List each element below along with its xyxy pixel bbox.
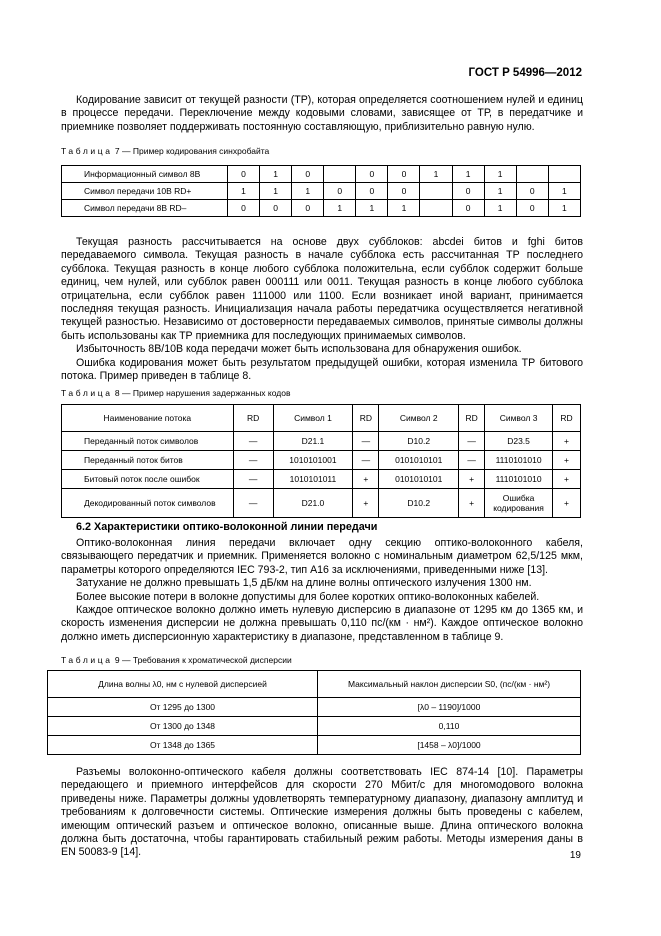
table-cell: 1 [324,200,356,217]
table-row [48,717,581,736]
caption-word: Таблица [61,146,113,156]
table-cell: 0 [388,166,420,183]
paragraph: Текущая разность рассчитывается на основе двух субблоков: abcdei битов и fghi битов передаваемого символа. Текущая разность в начале субблока есть рассчитанная ТР последнего субблока. Текущая разность в конце любого субблока положительна, если субблок содержит больше единиц, чем нулей, или субблок равен 000111 или 0011. Текущая разность в конце любого субблока отрицательна, если субблок равен 111000 или 1100. Если возникает иной вариант, принимается последняя текущая разность. Инициализация начала работы передатчика осуществляется негативной текущей разностью. Независимо от достоверности передаваемых символов, принятые символы должны быть использованы как ТР приемника для последующих принимаемых символов. [61,236,583,342]
column-header: Длина волны λ0, нм с нулевой дисперсией [48,671,318,698]
table-cell: 0 [292,200,324,217]
table-cell: D10.2 [379,489,459,518]
table9 [47,670,581,755]
section-heading: 6.2 Характеристики оптико-волоконной линии передачи [76,521,378,533]
column-header: Символ 2 [379,405,459,432]
table-cell: — [233,451,273,470]
paragraph: Каждое оптическое волокно должно иметь нулевую дисперсию в диапазоне от 1295 км до 1365 км, и скорость изменения дисперсии не должна превышать 0,110 пс/(км · нм²). Каждое оптическое волокно должно иметь дисперсионную характеристику в диапазоне, представленном в таблице 9. [61,604,583,643]
table-cell: [1458 – λ0]/1000 [318,736,581,755]
table-cell: 0 [292,166,324,183]
table-cell: 1 [548,200,580,217]
table7 [61,165,581,217]
table-cell: — [233,432,273,451]
column-header: Наименование потока [62,405,234,432]
table-cell: + [553,451,581,470]
main-text [61,236,583,383]
paragraph: Более высокие потери в волокне допустимы для более коротких оптико-волоконных кабелей. [76,590,540,603]
table-cell: 1 [260,183,292,200]
table-header-row [48,671,581,698]
table-cell: 0 [228,166,260,183]
table-cell: От 1300 до 1348 [48,717,318,736]
caption-title: 7 — Пример кодирования синхробайта [114,146,270,156]
table-cell: 0 [356,166,388,183]
row-label: Переданный поток битов [62,451,234,470]
page-number: 19 [569,850,581,861]
table-row [62,489,581,518]
table-cell: D23.5 [485,432,553,451]
row-label: Битовый поток после ошибок [62,470,234,489]
table-row [48,736,581,755]
row-label: Символ передачи 10В RD+ [62,183,228,200]
table-cell [420,183,452,200]
table-cell: D21.0 [273,489,353,518]
table-cell: От 1348 до 1365 [48,736,318,755]
table9-caption [61,655,292,665]
table-row [62,166,581,183]
table-cell: 0 [228,200,260,217]
table-cell: — [233,489,273,518]
table-row [62,432,581,451]
column-header: RD [459,405,485,432]
table-cell: + [553,432,581,451]
table-row [48,698,581,717]
closing-text [61,766,583,860]
table-cell: 1 [356,200,388,217]
table-cell: + [459,489,485,518]
table-cell: — [353,432,379,451]
column-header: Символ 3 [485,405,553,432]
table-cell: 1 [548,183,580,200]
table-cell: 1110101010 [485,470,553,489]
caption-word: Таблица [61,655,113,665]
table-row [62,470,581,489]
table-cell: + [553,470,581,489]
table-cell: 1 [452,166,484,183]
table-cell [548,166,580,183]
table-cell: D10.2 [379,432,459,451]
row-label: Информационный символ 8В [62,166,228,183]
table-cell: 0 [356,183,388,200]
paragraph: Затухание не должно превышать 1,5 дБ/км на длине волны оптического излучения 1300 нм. [76,577,532,590]
table-cell: 0 [388,183,420,200]
table-cell: 0101010101 [379,470,459,489]
intro-text [61,94,583,134]
table-cell: — [459,432,485,451]
table-cell: 0 [260,200,292,217]
table-cell: 1 [388,200,420,217]
paragraph: Ошибка кодирования может быть результатом предыдущей ошибки, которая изменила ТР битового потока. Пример приведен в таблице 8. [61,356,583,383]
table-cell: — [459,451,485,470]
table-row [62,451,581,470]
table-cell: D21.1 [273,432,353,451]
column-header: RD [353,405,379,432]
table-cell: [λ0 – 1190]/1000 [318,698,581,717]
table-cell: 1 [484,166,516,183]
table-cell: 0 [452,183,484,200]
table-cell: 1 [292,183,324,200]
paragraph: Оптико-волоконная линия передачи включает одну секцию оптико-волоконного кабеля, связывающего передатчик и приемник. Применяется волокно с номинальным диаметром 62,5/125 мкм, параметры которого определяются IEC 793-2, тип А16 за исключениями, приведенными ниже [13]. [61,537,583,576]
standard-code: ГОСТ Р 54996—2012 [468,67,582,79]
table8 [61,404,581,518]
table-cell: 0 [324,183,356,200]
table-cell: 1 [484,183,516,200]
table-cell: От 1295 до 1300 [48,698,318,717]
row-label: Декодированный поток символов [62,489,234,518]
table-cell: 0 [452,200,484,217]
table-cell: 1010101001 [273,451,353,470]
table-cell: 1 [484,200,516,217]
column-header: Максимальный наклон дисперсии S0, (пс/(км · нм²) [318,671,581,698]
table-cell: 1 [228,183,260,200]
table-header-row [62,405,581,432]
table-cell: 1010101011 [273,470,353,489]
caption-word: Таблица [61,388,113,398]
table-cell: + [353,489,379,518]
table-cell: 1110101010 [485,451,553,470]
section-text [61,537,583,644]
table-row [62,200,581,217]
column-header: Символ 1 [273,405,353,432]
table7-caption [61,146,269,156]
table8-caption [61,388,290,398]
row-label: Переданный поток символов [62,432,234,451]
table-cell: Ошибка кодирования [485,489,553,518]
paragraph: Разъемы волоконно-оптического кабеля должны соответствовать IEC 874-14 [10]. Параметры передающего и приемного интерфейсов для скорости 270 Мбит/с для многомодового волокна приведены ниже. Параметры должны удовлетворять температурному диапазону, диапазону амплитуд и требованиям к долговечности системы. Оптические измерения должны быть проведены с кабелем, имеющим оптический разъем и оптическое волокно, описанные выше. Длина оптического волокна должна быть достаточна, чтобы гарантировать стабильный режим работы. Методы измерения даны в EN 50083-9 [14]. [61,766,583,859]
table-cell: — [233,470,273,489]
table-cell [516,166,548,183]
caption-title: 9 — Требования к хроматической дисперсии [114,655,292,665]
table-cell: 1 [420,166,452,183]
table-cell: 1 [260,166,292,183]
table-cell [420,200,452,217]
paragraph: Кодирование зависит от текущей разности (ТР), которая определяется соотношением нулей и единиц в процессе передачи. Переключение между кодовыми словами, зависящее от ТР, в передатчике и приемнике позволяет поддерживать постоянную составляющую, приблизительно равную нулю. [61,94,583,133]
table-cell: + [553,489,581,518]
table-cell [324,166,356,183]
column-header: RD [233,405,273,432]
table-cell: 0 [516,200,548,217]
table-cell: + [353,470,379,489]
table-row [62,183,581,200]
column-header: RD [553,405,581,432]
caption-title: 8 — Пример нарушения задержанных кодов [114,388,291,398]
table-cell: — [353,451,379,470]
table-cell: 0 [516,183,548,200]
table-cell: + [459,470,485,489]
row-label: Символ передачи 8В RD– [62,200,228,217]
table-cell: 0,110 [318,717,581,736]
paragraph: Избыточность 8В/10В кода передачи может быть использована для обнаружения ошибок. [76,343,522,356]
table-cell: 0101010101 [379,451,459,470]
